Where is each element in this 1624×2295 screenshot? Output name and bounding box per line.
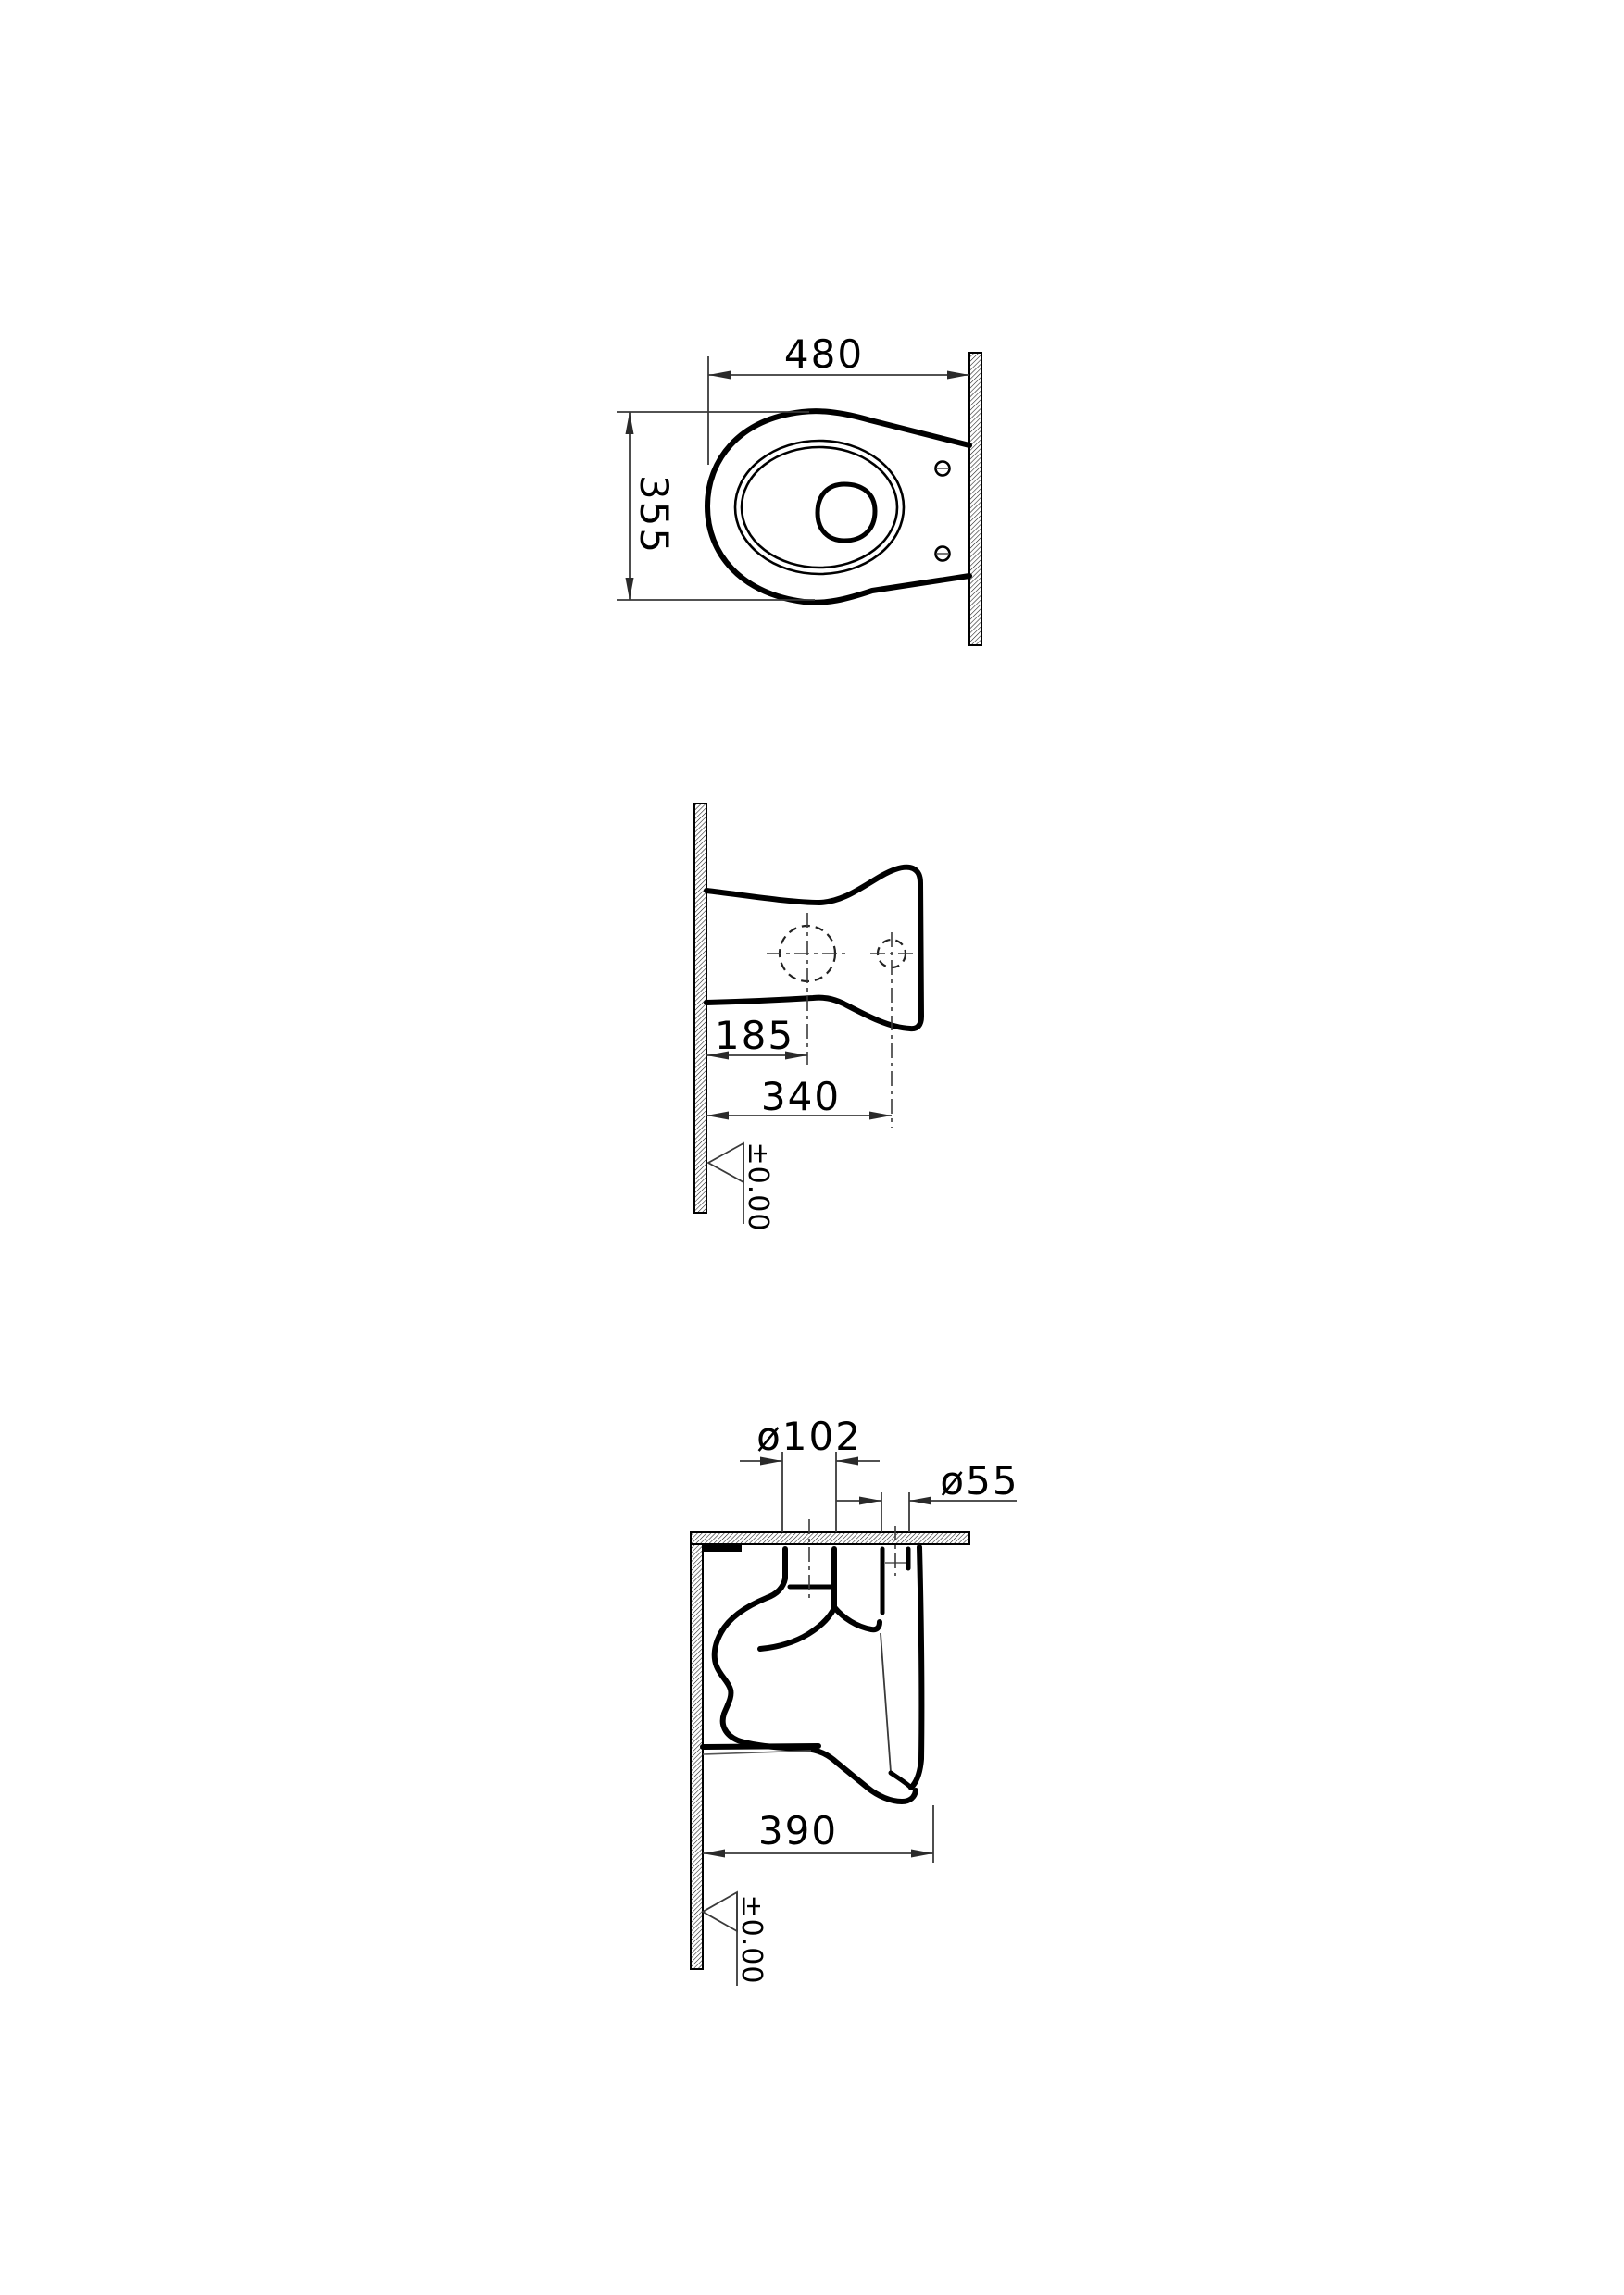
spigot-inner-line [881, 1633, 891, 1772]
dim-480 [708, 331, 969, 465]
fixing-hole-upper [936, 462, 950, 476]
wall-section-rear-view [694, 804, 706, 1213]
fixing-hole-lower [936, 547, 950, 561]
pan-floor-inner-line [703, 1751, 811, 1754]
dim-55 [836, 1458, 1019, 1532]
top-view [617, 331, 981, 645]
body-outline-rear [706, 867, 921, 1029]
datum-label-section: ±0.00 [735, 1894, 768, 1985]
datum-marker-rear [708, 1142, 774, 1232]
dim-340-label: 340 [760, 1074, 842, 1119]
dim-480-label: 480 [783, 331, 865, 377]
dim-102-label: ø102 [756, 1414, 862, 1459]
dim-390 [703, 1805, 933, 1863]
datum-triangle-rear [708, 1143, 743, 1182]
dim-55-label: ø55 [940, 1458, 1019, 1503]
rear-view [694, 804, 921, 1231]
wall-section-top-view [969, 353, 981, 645]
dim-185 [706, 1013, 807, 1060]
wall-section-side [691, 1532, 703, 1969]
datum-label-rear: ±0.00 [742, 1141, 774, 1232]
gasket-bar [703, 1544, 742, 1552]
dim-355-label: 355 [631, 474, 677, 555]
dim-102 [740, 1414, 880, 1532]
pan-outer-right-edge [911, 1547, 921, 1788]
bowl-outline [707, 411, 969, 603]
dim-390-label: 390 [757, 1808, 839, 1853]
dim-355 [617, 412, 815, 600]
spigot-pocket-edge [891, 1773, 911, 1788]
trapway-opening [818, 484, 875, 541]
datum-triangle-section [703, 1892, 737, 1931]
section-view [691, 1414, 1019, 1986]
trap-exit-curve [834, 1607, 880, 1629]
dim-185-label: 185 [714, 1013, 795, 1058]
datum-marker-section [703, 1892, 768, 1986]
trap-weir [760, 1608, 834, 1649]
mounting-shelf-section [691, 1532, 969, 1544]
dim-340 [706, 1074, 892, 1120]
pan-floor-line [703, 1746, 818, 1747]
